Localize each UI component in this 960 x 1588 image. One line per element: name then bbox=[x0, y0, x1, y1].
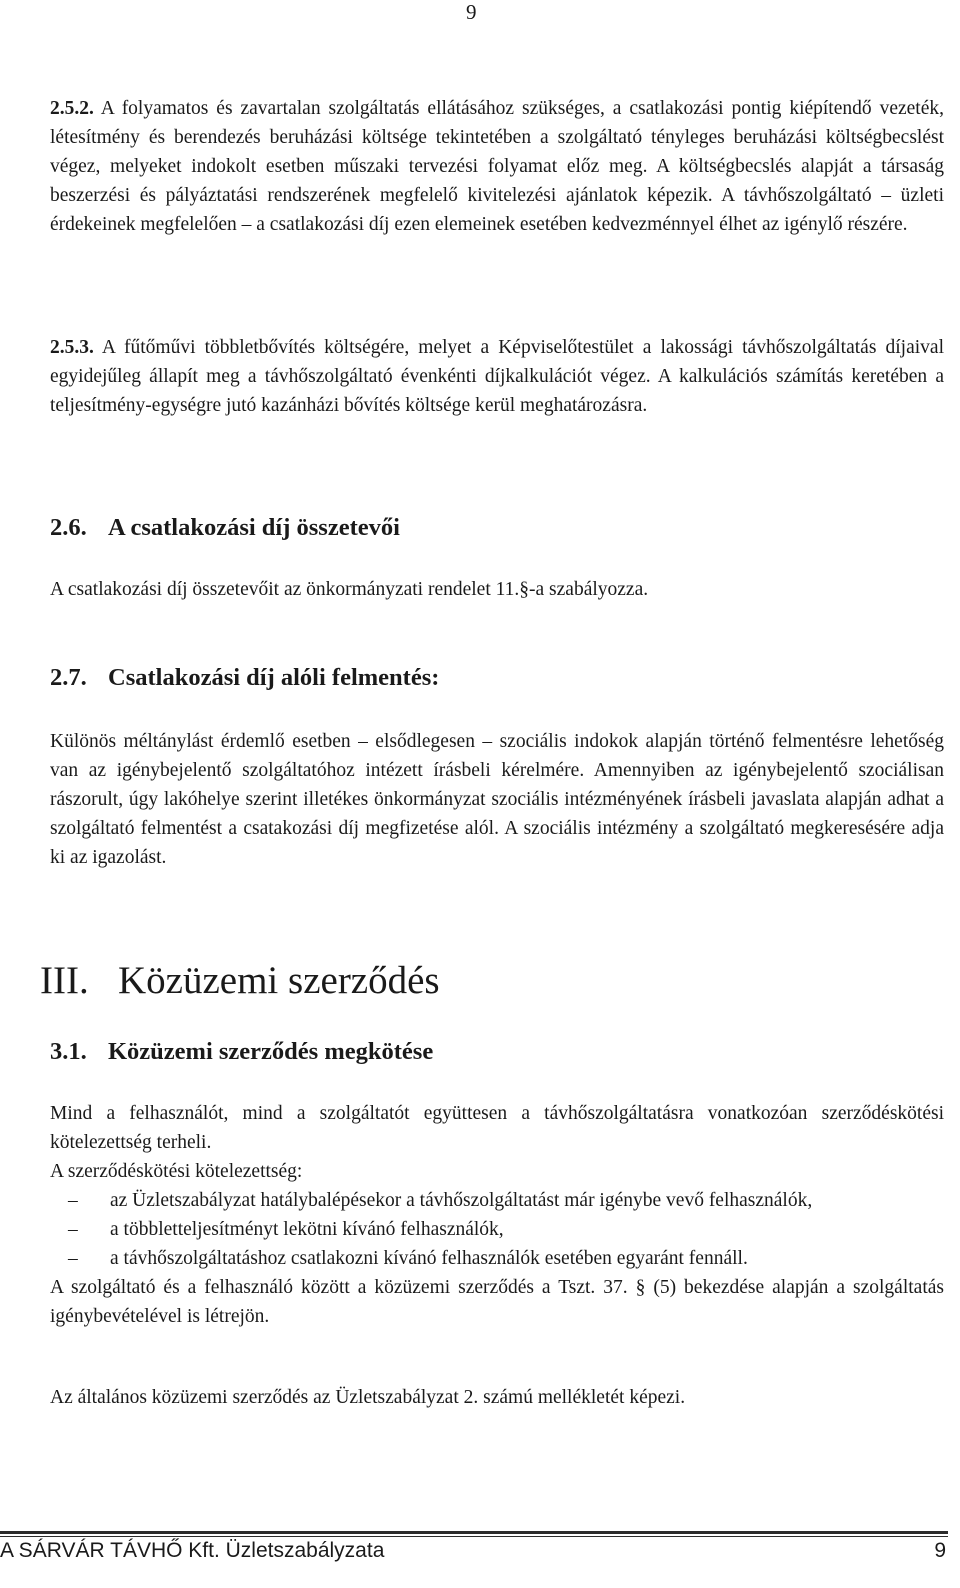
heading-title: A csatlakozási díj összetevői bbox=[108, 514, 400, 541]
heading-number: 3.1. bbox=[50, 1038, 87, 1065]
section-3-1-body bbox=[50, 1099, 944, 1331]
section-number: 2.5.2. bbox=[50, 98, 94, 119]
footer-divider bbox=[0, 1531, 948, 1534]
list-item bbox=[50, 1215, 944, 1244]
list-item-text: az Üzletszabályzat hatálybalépésekor a távhőszolgáltatást már igénybe vevő felhasználók, bbox=[110, 1190, 813, 1211]
section-text: A fűtőművi többletbővítés költségére, melyet a Képviselőtestület a lakossági távhőszolgáltatás díjaival egyidejűleg állapít meg a távhőszolgáltató évenkénti díjkalkulációt végez. A kalkulációs számítás keretében a teljesítmény-egységre jutó kazánházi bővítés költsége kerül meghatározásra. bbox=[50, 337, 944, 416]
list-item bbox=[50, 1244, 944, 1273]
footer-title: A SÁRVÁR TÁVHŐ Kft. Üzletszabályzata bbox=[0, 1539, 385, 1562]
closing-paragraph: A szolgáltató és a felhasználó között a közüzemi szerződés a Tszt. 37. § (5) bekezdése alapján a szolgáltatás igénybevételével is létrejön. bbox=[50, 1277, 944, 1327]
section-text: A folyamatos és zavartalan szolgáltatás ellátásához szükséges, a csatlakozási pontig kiépítendő vezeték, létesítmény és berendezés beruházási költsége tekintetében a szolgáltató tényleges beruházási költségbecslést végez, melyeket indokolt esetben műszaki tervezési folyamat előz meg. A költségbecslés alapját a társaság beszerzési és pályáztatási rendszerének megfelelő kivitelezési ajánlatok képezik. A távhőszolgáltató – üzleti érdekeinek megfelelően – a csatlakozási díj ezen elemeinek esetében kedvezménnyel élhet az igénylő részére. bbox=[50, 98, 944, 235]
heading-title: Csatlakozási díj alóli felmentés: bbox=[108, 664, 440, 691]
heading-2-7 bbox=[50, 664, 439, 692]
chapter-number: III. bbox=[40, 959, 89, 1002]
section-2-5-2 bbox=[50, 94, 944, 239]
dash-marker: – bbox=[68, 1190, 78, 1211]
heading-title: Közüzemi szerződés megkötése bbox=[108, 1038, 434, 1065]
list-item bbox=[50, 1186, 944, 1215]
chapter-title: Közüzemi szerződés bbox=[118, 959, 440, 1002]
chapter-heading-iii bbox=[40, 958, 440, 1003]
section-2-5-3-paragraph bbox=[50, 333, 944, 420]
page-number-top: 9 bbox=[466, 0, 477, 24]
heading-3-1 bbox=[50, 1038, 433, 1066]
final-paragraph: Az általános közüzemi szerződés az Üzletszabályzat 2. számú mellékletét képezi. bbox=[50, 1387, 686, 1408]
footer-page-number: 9 bbox=[934, 1539, 946, 1562]
section-2-7-text bbox=[50, 727, 944, 872]
obligation-list bbox=[50, 1186, 944, 1273]
section-2-5-3 bbox=[50, 333, 944, 420]
paragraph: Különös méltánylást érdemlő esetben – elsődlegesen – szociális indokok alapján történő felmentésre lehetőség van az igénybejelentő szolgáltatóhoz intézett írásbeli kérelmére. Amennyiben az igénybejelentő szociálisan rászorult, úgy lakóhelye szerint illetékes önkormányzat szociális intézményének írásbeli javaslata alapján adhat a szolgáltató felmentést a csatakozási díj megfizetése alól. A szociális intézmény a szolgáltató megkeresésére adja ki az igazolást. bbox=[50, 731, 944, 868]
list-item-text: a távhőszolgáltatáshoz csatlakozni kívánó felhasználók esetében egyaránt fennáll. bbox=[110, 1248, 748, 1269]
section-3-1-final bbox=[50, 1383, 944, 1412]
section-2-6-text bbox=[50, 575, 944, 604]
section-2-5-2-paragraph bbox=[50, 94, 944, 239]
footer-divider-thin bbox=[0, 1536, 948, 1537]
list-item-text: a többletteljesítményt lekötni kívánó felhasználók, bbox=[110, 1219, 504, 1240]
list-intro: A szerződéskötési kötelezettség: bbox=[50, 1161, 303, 1182]
dash-marker: – bbox=[68, 1219, 78, 1240]
paragraph: A csatlakozási díj összetevőit az önkormányzati rendelet 11.§-a szabályozza. bbox=[50, 579, 649, 600]
heading-number: 2.6. bbox=[50, 514, 87, 541]
intro-paragraph: Mind a felhasználót, mind a szolgáltatót együttesen a távhőszolgáltatásra vonatkozóan szerződéskötési kötelezettség terheli. bbox=[50, 1103, 944, 1153]
heading-2-6 bbox=[50, 514, 400, 542]
dash-marker: – bbox=[68, 1248, 78, 1269]
heading-number: 2.7. bbox=[50, 664, 87, 691]
section-number: 2.5.3. bbox=[50, 337, 94, 358]
